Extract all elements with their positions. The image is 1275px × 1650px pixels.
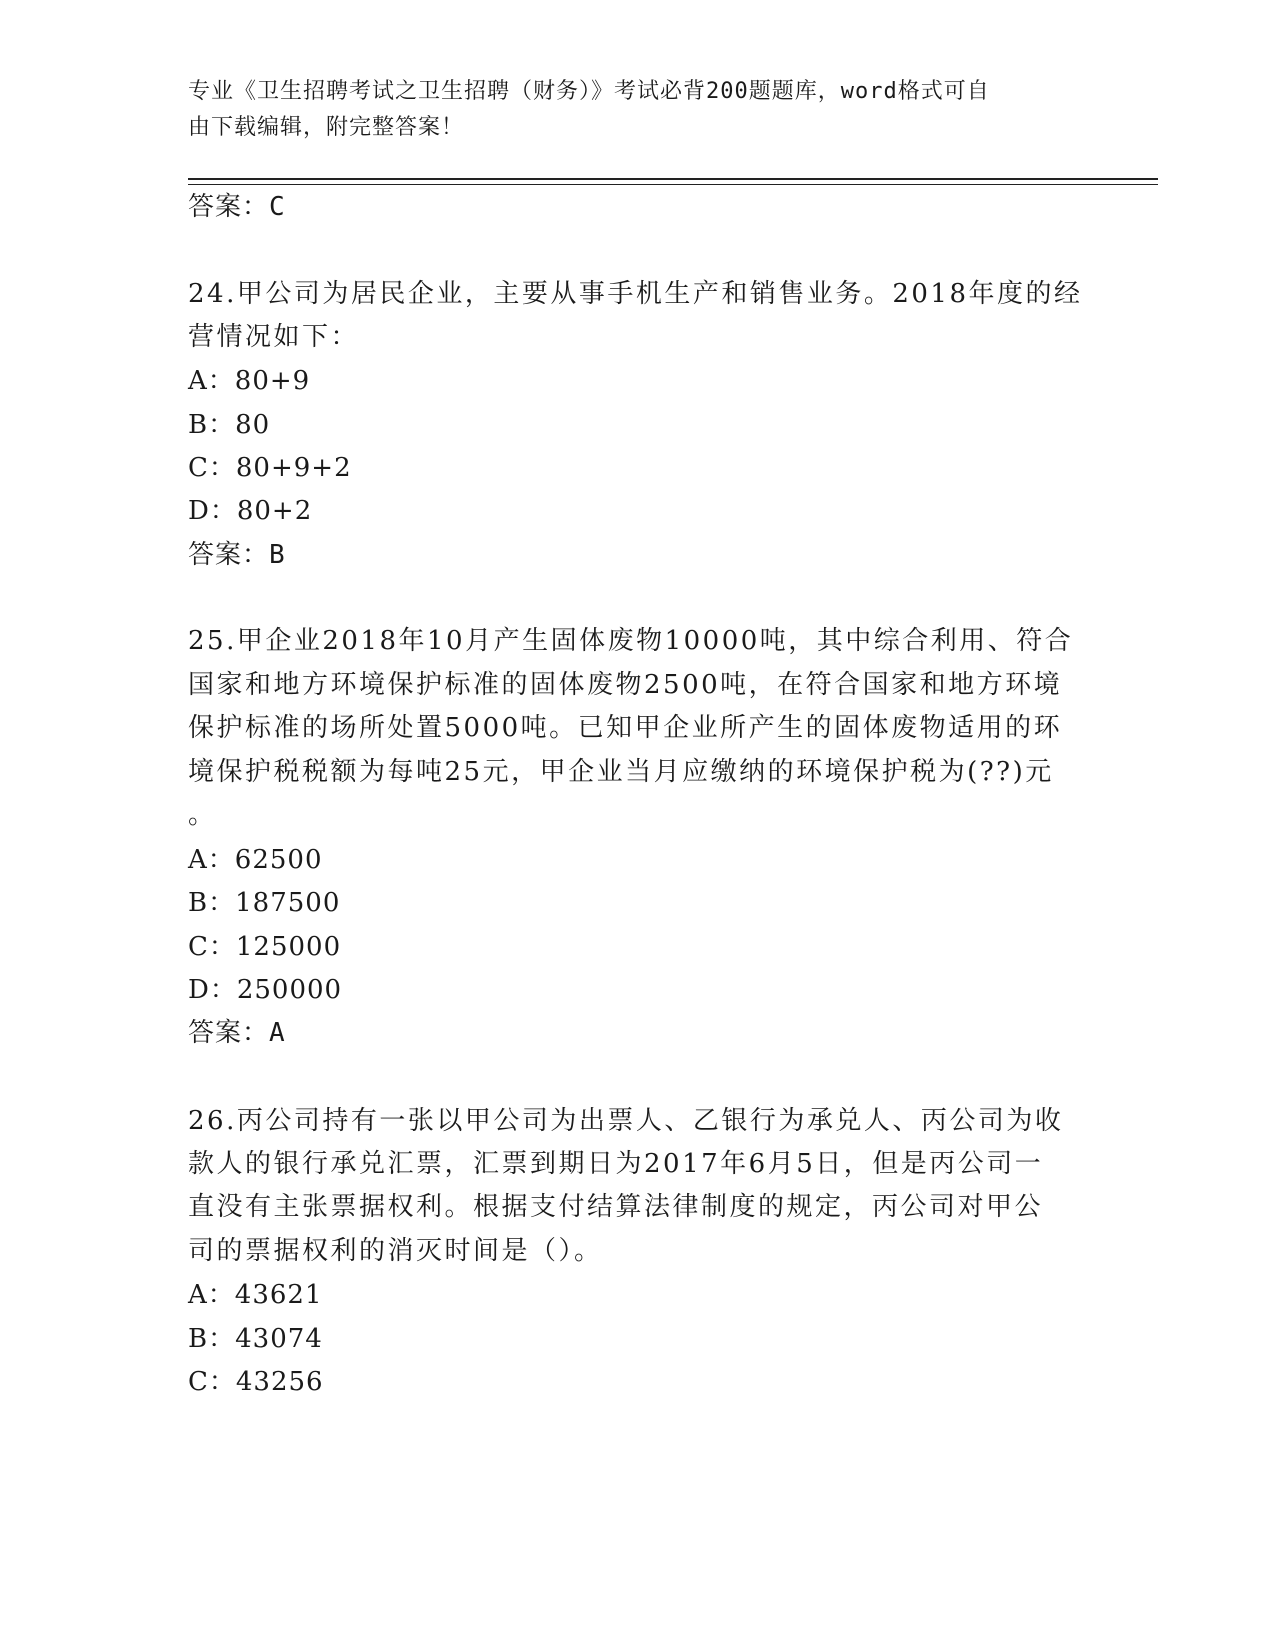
q26-text-line-4: 司的票据权利的消灭时间是（）。 [188,1236,603,1266]
q26-option-b: B：43074 [188,1324,323,1354]
q24-text-line-2: 营情况如下： [188,322,360,352]
q24-option-d: D：80+2 [188,496,313,526]
q26-option-c: C：43256 [188,1367,324,1397]
q26-text-line-2: 款人的银行承兑汇票，汇票到期日为2017年6月5日，但是丙公司一 [188,1149,1044,1179]
q25-text-line-1: 25.甲企业2018年10月产生固体废物10000吨，其中综合利用、符合 [188,626,1074,656]
q24-option-c: C：80+9+2 [188,453,352,483]
header-line-2: 由下载编辑，附完整答案！ [188,115,465,140]
q25-option-b: B：187500 [188,888,341,918]
q26-option-a: A：43621 [188,1280,323,1310]
q26-text-line-3: 直没有主张票据权利。根据支付结算法律制度的规定，丙公司对甲公 [188,1192,1044,1222]
q24-option-a: A：80+9 [188,366,311,396]
document-header [188,74,1068,146]
q26-text-line-1: 26.丙公司持有一张以甲公司为出票人、乙银行为承兑人、丙公司为收 [188,1106,1064,1136]
q25-text-line-4: 境保护税税额为每吨25元，甲企业当月应缴纳的环境保护税为(??)元 [188,757,1054,787]
header-divider-thin [188,184,1158,185]
q25-option-a: A：62500 [188,845,323,875]
q25-text-line-5: 。 [188,800,217,830]
q25-text-line-3: 保护标准的场所处置5000吨。已知甲企业所产生的固体废物适用的环 [188,713,1063,743]
answer-q25: 答案：A [188,1018,286,1048]
q25-option-c: C：125000 [188,932,342,962]
answer-previous: 答案：C [188,192,286,222]
q25-option-d: D：250000 [188,975,343,1005]
answer-q24: 答案：B [188,540,286,570]
q24-text-line-1: 24.甲公司为居民企业，主要从事手机生产和销售业务。2018年度的经 [188,279,1083,309]
q25-text-line-2: 国家和地方环境保护标准的固体废物2500吨，在符合国家和地方环境 [188,670,1063,700]
header-divider-thick [188,178,1158,180]
header-line-1: 专业《卫生招聘考试之卫生招聘（财务）》考试必背200题题库，word格式可自 [188,79,990,104]
q24-option-b: B：80 [188,410,271,440]
